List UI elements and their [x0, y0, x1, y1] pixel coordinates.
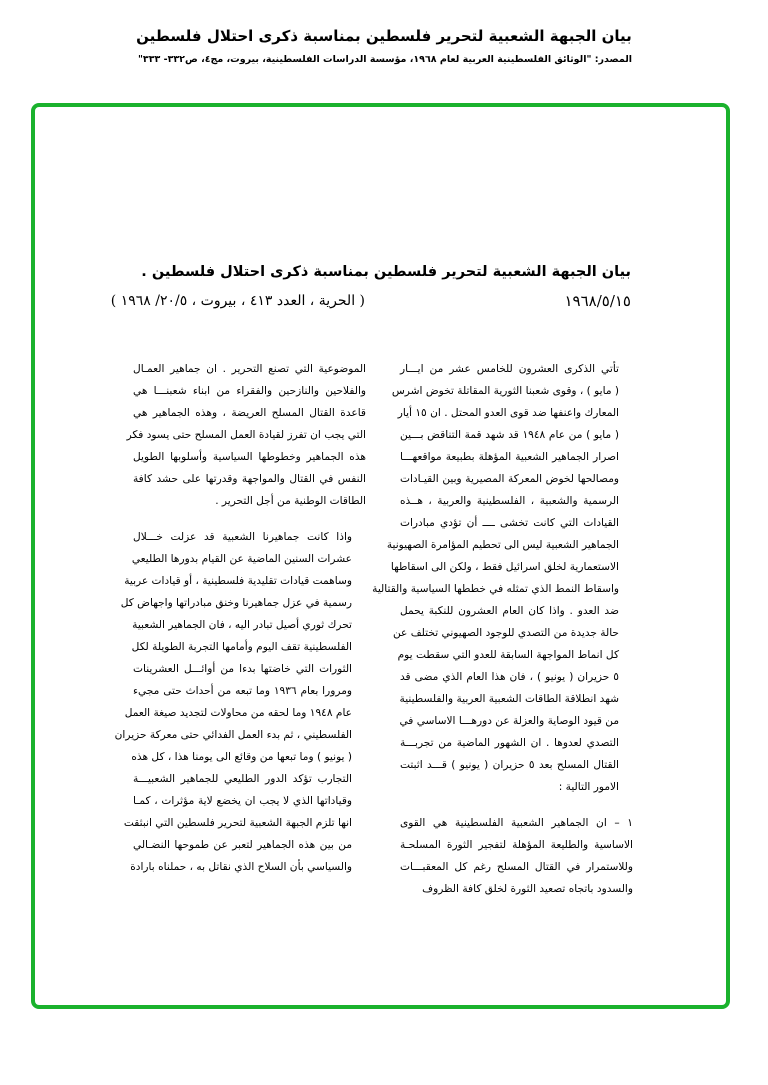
text-line: ومرورا بعام ١٩٣٦ وما تبعه من أحداث حتى مجيء	[133, 685, 352, 697]
right-column	[372, 358, 633, 900]
text-line: الرسمية والشعبية ، الفلسطينية والعربية ، هــذه	[400, 495, 619, 507]
text-line: ( مايو ) ، وقوى شعبنا الثورية المقاتلة تخوض اشرس	[391, 385, 619, 397]
document-date: ١٩٦٨/٥/١٥	[564, 292, 631, 310]
text-line: التجارب تؤكد الدور الطليعي للجماهير الشعبيـــة	[133, 773, 352, 785]
text-line: الامور التالية :	[558, 781, 619, 793]
text-line: من قيود الوصاية والعزلة عن دورهـــا الاساسي في	[399, 715, 619, 727]
text-line: كل انماط المواجهة السابقة للعدو التي سقطت يوم	[397, 649, 619, 661]
text-line: ١ – ان الجماهير الشعبية الفلسطينية هي القوى	[400, 817, 633, 829]
paragraph	[372, 358, 633, 798]
text-line: وقياداتها الذي لا يجب ان يخضع لاية مؤثرات ، كمـا	[133, 795, 352, 807]
text-line: والسياسي بأن السلاح الذي نقاتل به ، حملناه بارادة	[130, 861, 352, 873]
text-line: التي يجب ان تفرز لقيادة العمل المسلح حتى يسود فكر	[126, 429, 366, 441]
text-line: من بين هذه الجماهير لتعبر عن طموحها النضـالي	[133, 839, 352, 851]
text-line: هذه الجماهير وخطوطها السياسية وأسلوبها الطويل	[133, 451, 366, 463]
text-line: تحرك ثوري أصيل تبادر اليه ، فان الجماهير الشعبية	[132, 619, 352, 631]
paragraph	[114, 526, 366, 878]
text-line: انها تلزم الجبهة الشعبية لتحرير فلسطين التي انبثقت	[123, 817, 352, 829]
paragraph	[400, 812, 633, 900]
text-line: والفلاحين والنازحين والفقراء من ابناء شعبنـــا هي	[133, 385, 366, 397]
text-line: شهد انطلاقة الطاقات الشعبية العربية والفلسطينية	[399, 693, 619, 705]
text-line: الموضوعية التي تصنع التحرير . ان جماهير العمـال	[133, 363, 366, 375]
text-line: ( مايو ) من عام ١٩٤٨ قد شهد قمة التناقض بـــين	[400, 429, 619, 441]
text-line: القيادات التي كانت تخشى ــــ أن تؤدي مبادرات	[400, 517, 619, 529]
text-line: والسدود باتجاه تصعيد الثورة لخلق كافة الظروف	[422, 883, 633, 895]
text-line: رسمية في عزل جماهيرنا وخنق مبادراتها واجهاض كل	[120, 597, 352, 609]
text-line: ٥ حزيران ( يونيو ) ، فان هذا العام الذي مضى قد	[400, 671, 619, 683]
text-line: النفس في القتال والمواجهة وقدرتها على حشد كافة	[133, 473, 366, 485]
left-column	[114, 358, 366, 878]
source-citation: المصدر: "الوثائق الفلسطينية العربية لعام ١٩٦٨، مؤسسة الدراسات الفلسطينية، بيروت، مج٤، ص٣٣٢- ٣٣٣"	[137, 54, 633, 65]
text-line: وساهمت قيادات تقليدية فلسطينية ، أو قيادات عربية	[124, 575, 352, 587]
text-line: ( يونيو ) وما تبعها من وقائع الى يومنا هذا ، كل هذه	[131, 751, 352, 763]
text-line: الفلسطينية تقف اليوم وأمامها التجربة الطويلة لكل	[131, 641, 352, 653]
text-line: الاستعمارية لخلق اسرائيل فقط ، ولكن الى اسقاطها	[390, 561, 619, 573]
text-line: ضد العدو . واذا كان العام العشرون للنكبة يحمل	[400, 605, 619, 617]
text-line: الاساسية والطليعة المؤهلة لتفجير الثورة المسلحـة	[400, 839, 633, 851]
paragraph	[126, 358, 366, 512]
text-line: القتال المسلح بعد ٥ حزيران ( يونيو ) قـــد اثبتت	[400, 759, 620, 771]
text-line: تأتي الذكرى العشرون للخامس عشر من ايـــار	[400, 363, 619, 375]
text-line: واذا كانت جماهيرنا الشعبية قد عزلت خـــلال	[133, 531, 352, 543]
text-line: قاعدة القتال المسلح العريضة ، وهذه الجماهير هي	[133, 407, 366, 419]
text-line: واسقاط النمط الذي تمثله في خططها السياسية والقتالية	[372, 583, 619, 595]
text-line: التصدي لعدوها . ان الشهور الماضية من تجربـــة	[400, 737, 619, 749]
text-line: ومصالحها لخوض المعركة المصيرية وبين القيـادات	[400, 473, 619, 485]
text-line: الطاقات الوطنية من أجل التحرير .	[215, 495, 366, 507]
text-line: عام ١٩٤٨ وما لحقه من محاولات لتجديد صيغة العمل	[124, 707, 352, 719]
text-line: الثورات التي خاضتها بدءا من أوائـــل العشرينات	[133, 663, 352, 675]
text-line: وللاستمرار في القتال المسلح رغم كل المعقبـــات	[400, 861, 633, 873]
text-line: الفلسطيني ، ثم بدء العمل الفدائي حتى معركة حزيران	[114, 729, 352, 741]
text-line: الجماهير الشعبية ليس الى تحطيم المؤامرة الصهيونية	[386, 539, 619, 551]
document-title: بيان الجبهة الشعبية لتحرير فلسطين بمناسبة ذكرى احتلال فلسطين .	[141, 264, 631, 280]
text-line: حالة جديدة من التصدي للوجود الصهيوني تختلف عن	[392, 627, 619, 639]
text-line: اصرار الجماهير الشعبية المؤهلة بطبيعة مواقعهـــا	[400, 451, 619, 463]
page-title: بيان الجبهة الشعبية لتحرير فلسطين بمناسبة ذكرى احتلال فلسطين	[136, 27, 632, 45]
text-line: عشرات السنين الماضية عن القيام بدورها الطليعي	[131, 553, 352, 565]
text-line: المعارك واعنفها ضد قوى العدو المحتل . ان ١٥ أيار	[397, 407, 619, 419]
document-citation: ( الحرية ، العدد ٤١٣ ، بيروت ، ٢٠/٥/ ١٩٦٨ )	[110, 293, 365, 309]
